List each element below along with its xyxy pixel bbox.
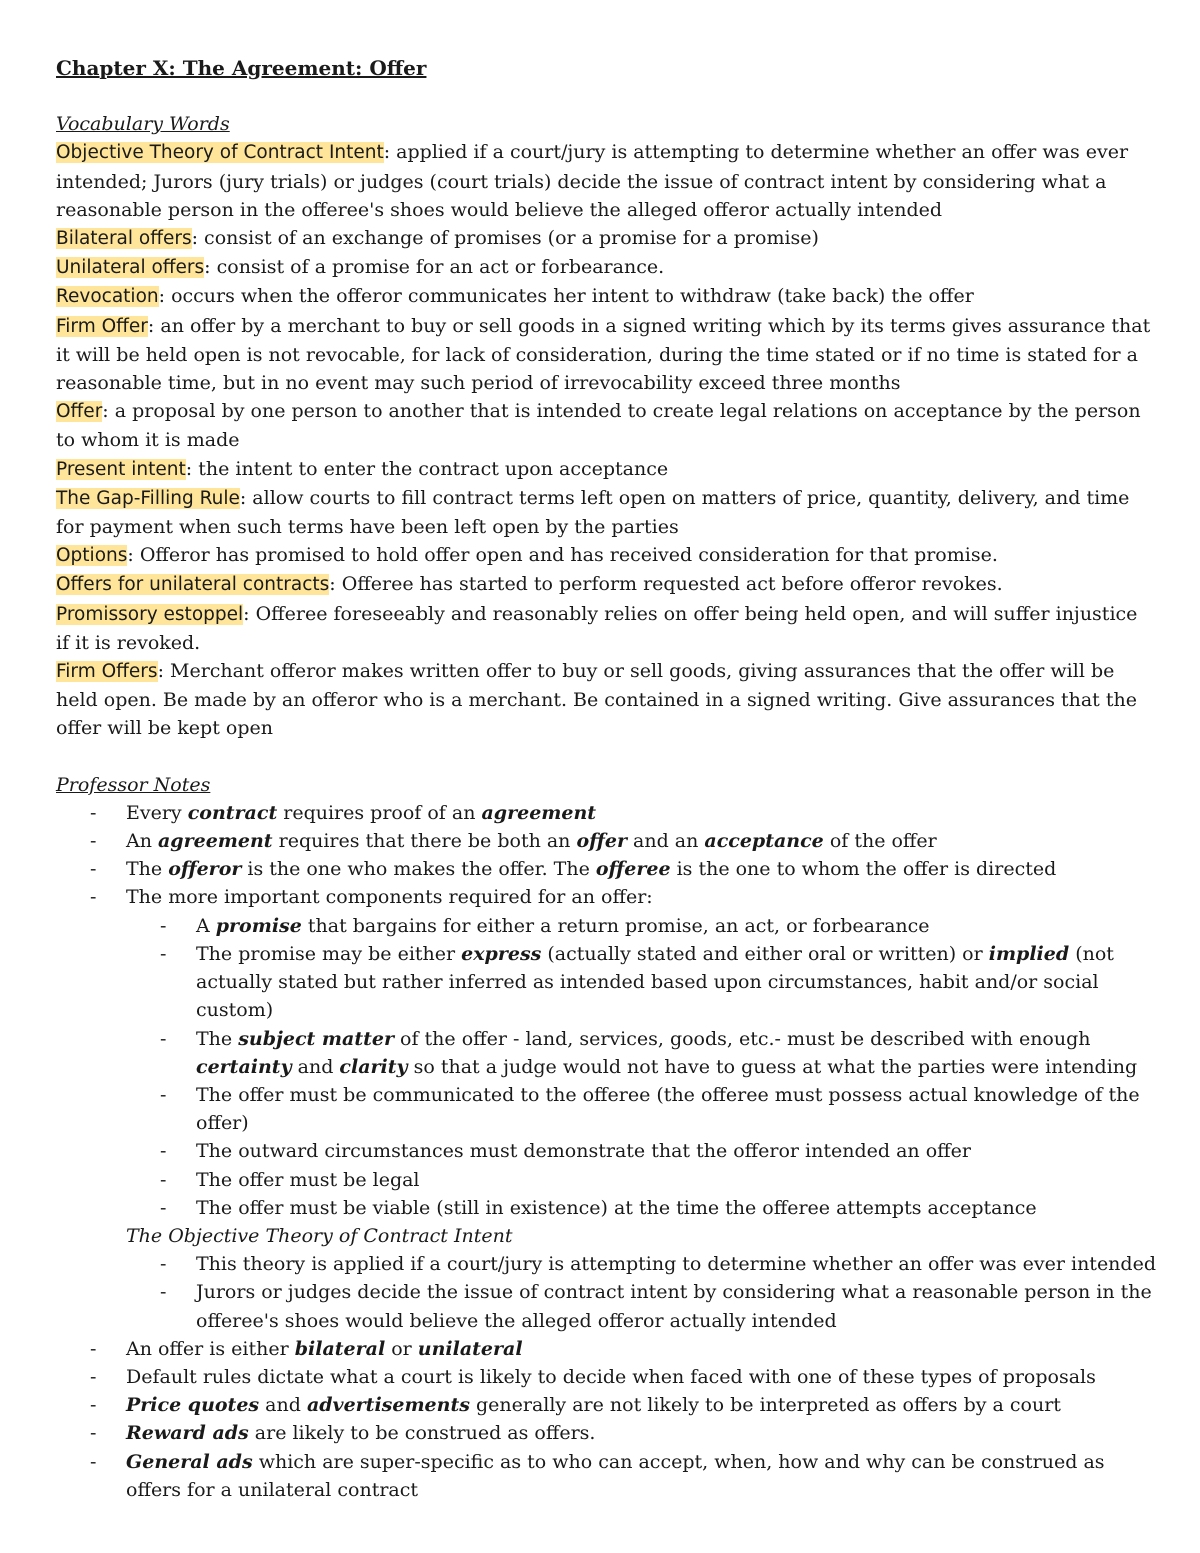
bullet-dash: - <box>160 1281 167 1304</box>
highlighted-term: Offer <box>56 401 103 423</box>
term-definition: : Offeree has started to perform requested act before offeror revokes. <box>329 573 1003 596</box>
item-text: (not actually stated but rather inferred as intended based upon circumstances, habit and/or social custom) <box>196 942 1114 1022</box>
term-definition: : occurs when the offeror communicates her intent to withdraw (take back) the offer <box>158 285 974 308</box>
term-definition: : allow courts to fill contract terms left open on matters of price, quantity, delivery, and time for payment when such terms have been left open by the parties <box>56 486 1130 539</box>
item-text: An offer is either <box>126 1337 295 1360</box>
objective-theory-list <box>126 1250 1156 1335</box>
vocab-entry <box>56 570 1156 599</box>
emphasized-term: promise <box>215 914 302 937</box>
highlighted-term: Offers for unilateral contracts <box>56 574 330 596</box>
vocab-entry <box>56 224 1156 253</box>
item-text: and <box>259 1394 307 1417</box>
vocab-entry <box>56 600 1156 657</box>
bullet-dash: - <box>90 1394 97 1417</box>
item-text: The offer must be communicated to the offeree (the offeree must possess actual knowledge of the offer) <box>196 1083 1140 1135</box>
list-item <box>90 827 1156 855</box>
bullet-dash: - <box>90 830 97 853</box>
vocab-entry <box>56 455 1156 484</box>
vocab-entry <box>56 312 1156 398</box>
vocab-entry <box>56 657 1156 743</box>
item-text: requires proof of an <box>277 801 482 824</box>
item-text: and an <box>626 830 705 853</box>
item-text: of the offer <box>823 830 937 853</box>
bullet-dash: - <box>90 1450 97 1473</box>
bullet-dash: - <box>160 914 167 937</box>
highlighted-term: Promissory estoppel <box>56 603 244 625</box>
emphasized-term: offeree <box>595 858 671 881</box>
list-item <box>160 1025 1156 1081</box>
list-item <box>160 1081 1156 1137</box>
list-item <box>160 940 1156 1025</box>
document-title: Chapter X: The Agreement: Offer <box>56 56 427 80</box>
item-text: The offer must be viable (still in existence) at the time the offeree attempts acceptance <box>196 1196 1037 1219</box>
notes-heading: Professor Notes <box>56 773 211 796</box>
list-item <box>90 1448 1156 1504</box>
bullet-dash: - <box>160 1253 167 1276</box>
document-page <box>56 54 1156 1504</box>
emphasized-term: bilateral <box>294 1337 386 1360</box>
notes-section <box>56 771 1156 1504</box>
item-text: are likely to be construed as offers. <box>248 1422 596 1445</box>
emphasized-term: General ads <box>126 1450 253 1473</box>
bullet-dash: - <box>90 858 97 881</box>
vocab-entry <box>56 253 1156 282</box>
list-item <box>90 1391 1156 1419</box>
item-text: The <box>126 858 169 881</box>
vocab-entry <box>56 484 1156 541</box>
list-item <box>90 1335 1156 1363</box>
notes-list-secondary <box>56 1335 1156 1504</box>
list-item <box>90 883 1156 911</box>
theory-list-wrapper <box>56 1250 1156 1335</box>
bullet-dash: - <box>90 1422 97 1445</box>
list-item <box>90 1419 1156 1447</box>
highlighted-term: Firm Offers <box>56 661 158 683</box>
list-item <box>160 912 1156 940</box>
emphasized-term: implied <box>988 942 1070 965</box>
section-spacer <box>56 743 1156 771</box>
item-text: generally are not likely to be interpreted as offers by a court <box>469 1394 1061 1417</box>
item-text: An <box>126 830 158 853</box>
emphasized-term: offeror <box>168 858 242 881</box>
vocabulary-list <box>56 138 1156 742</box>
item-text: Default rules dictate what a court is likely to decide when faced with one of these types of proposals <box>126 1365 1096 1388</box>
bullet-dash: - <box>160 1196 167 1219</box>
vocab-entry <box>56 282 1156 311</box>
bullet-dash: - <box>160 1083 167 1106</box>
emphasized-term: acceptance <box>704 830 824 853</box>
emphasized-term: advertisements <box>306 1394 470 1417</box>
term-definition: : a proposal by one person to another that is intended to create legal relations on acceptance by the person to whom it is made <box>56 400 1141 452</box>
vocabulary-section <box>56 110 1156 742</box>
emphasized-term: contract <box>187 801 278 824</box>
emphasized-term: subject matter <box>238 1027 394 1050</box>
emphasized-term: agreement <box>158 830 273 853</box>
item-text: that bargains for either a return promise, an act, or forbearance <box>301 914 930 937</box>
item-text: The promise may be either <box>196 942 462 965</box>
list-item <box>160 1194 1156 1222</box>
item-text: This theory is applied if a court/jury is attempting to determine whether an offer was ever intended <box>196 1253 1156 1276</box>
item-text: or <box>385 1337 418 1360</box>
offer-components-list <box>126 912 1156 1222</box>
term-definition: : consist of a promise for an act or forbearance. <box>204 256 665 279</box>
bullet-dash: - <box>160 1027 167 1050</box>
item-text: The outward circumstances must demonstrate that the offeror intended an offer <box>196 1140 971 1163</box>
item-text: A <box>196 914 216 937</box>
term-definition: : consist of an exchange of promises (or a promise for a promise) <box>191 227 819 250</box>
item-text: The <box>196 1027 239 1050</box>
vocab-entry <box>56 138 1156 224</box>
item-text: The offer must be legal <box>196 1168 420 1191</box>
term-definition: : applied if a court/jury is attempting to determine whether an offer was ever intended; Jurors (jury trials) or judges (court trials) decide the issue of contract intent by considering what a reasonable person in the offeree's shoes would believe the alleged offeror actually intended <box>56 141 1129 221</box>
bullet-dash: - <box>160 1168 167 1191</box>
term-definition: : an offer by a merchant to buy or sell goods in a signed writing which by its terms gives assurance that it will be held open is not revocable, for lack of consideration, during the time stated or if no time is stated for a reasonable time, but in no event may such period of irrevocability exceed three months <box>56 314 1151 395</box>
highlighted-term: Present intent <box>56 458 186 480</box>
emphasized-term: unilateral <box>417 1337 523 1360</box>
item-text: Jurors or judges decide the issue of contract intent by considering what a reasonable person in the offeree's shoes would believe the alleged offeror actually intended <box>196 1281 1152 1332</box>
highlighted-term: Firm Offer <box>56 315 148 337</box>
list-item <box>160 1250 1156 1278</box>
bullet-dash: - <box>90 801 97 824</box>
emphasized-term: clarity <box>339 1055 408 1078</box>
item-text: (actually stated and either oral or written) or <box>541 942 989 965</box>
list-item <box>160 1166 1156 1194</box>
item-text: so that a judge would not have to guess at what the parties were intending <box>407 1055 1138 1078</box>
highlighted-term: Bilateral offers <box>56 228 192 250</box>
item-text: which are super-specific as to who can accept, when, how and why can be construed as offers for a unilateral contract <box>126 1450 1105 1501</box>
vocab-entry <box>56 541 1156 570</box>
bullet-dash: - <box>90 886 97 909</box>
highlighted-term: Objective Theory of Contract Intent <box>56 142 384 164</box>
emphasized-term: offer <box>576 830 627 853</box>
highlighted-term: Revocation <box>56 286 159 308</box>
highlighted-term: Options <box>56 545 128 567</box>
list-item <box>90 855 1156 883</box>
bullet-dash: - <box>90 1365 97 1388</box>
bullet-dash: - <box>160 942 167 965</box>
emphasized-term: certainty <box>196 1055 292 1078</box>
notes-list-main <box>56 799 1156 1222</box>
term-definition: : Offeror has promised to hold offer open and has received consideration for that promise. <box>127 544 998 567</box>
item-text: of the offer - land, services, goods, etc.- must be described with enough <box>394 1027 1091 1050</box>
emphasized-term: Price quotes <box>126 1394 260 1417</box>
term-definition: : Offeree foreseeably and reasonably relies on offer being held open, and will suffer injustice if it is revoked. <box>56 602 1138 654</box>
item-text: is the one to whom the offer is directed <box>670 858 1057 881</box>
highlighted-term: The Gap-Filling Rule <box>56 487 240 509</box>
item-text: Every <box>126 801 188 824</box>
objective-theory-subheading: The Objective Theory of Contract Intent <box>126 1224 513 1247</box>
highlighted-term: Unilateral offers <box>56 257 205 279</box>
bullet-dash: - <box>90 1337 97 1360</box>
item-text: The more important components required for an offer: <box>126 886 653 909</box>
list-item <box>160 1137 1156 1165</box>
list-item <box>160 1278 1156 1334</box>
list-item <box>90 1363 1156 1391</box>
item-text: is the one who makes the offer. The <box>241 858 596 881</box>
bullet-dash: - <box>160 1140 167 1163</box>
term-definition: : Merchant offeror makes written offer to buy or sell goods, giving assurances that the offer will be held open. Be made by an offeror who is a merchant. Be contained in a signed writing. Give assurances that the offer will be kept open <box>56 660 1137 740</box>
term-definition: : the intent to enter the contract upon acceptance <box>185 457 669 480</box>
emphasized-term: Reward ads <box>126 1422 249 1445</box>
vocab-entry <box>56 397 1156 454</box>
emphasized-term: agreement <box>481 801 597 824</box>
list-item <box>90 799 1156 827</box>
item-text: requires that there be both an <box>272 830 577 853</box>
emphasized-term: express <box>461 942 542 965</box>
item-text: and <box>291 1055 340 1078</box>
vocabulary-heading: Vocabulary Words <box>56 113 230 136</box>
